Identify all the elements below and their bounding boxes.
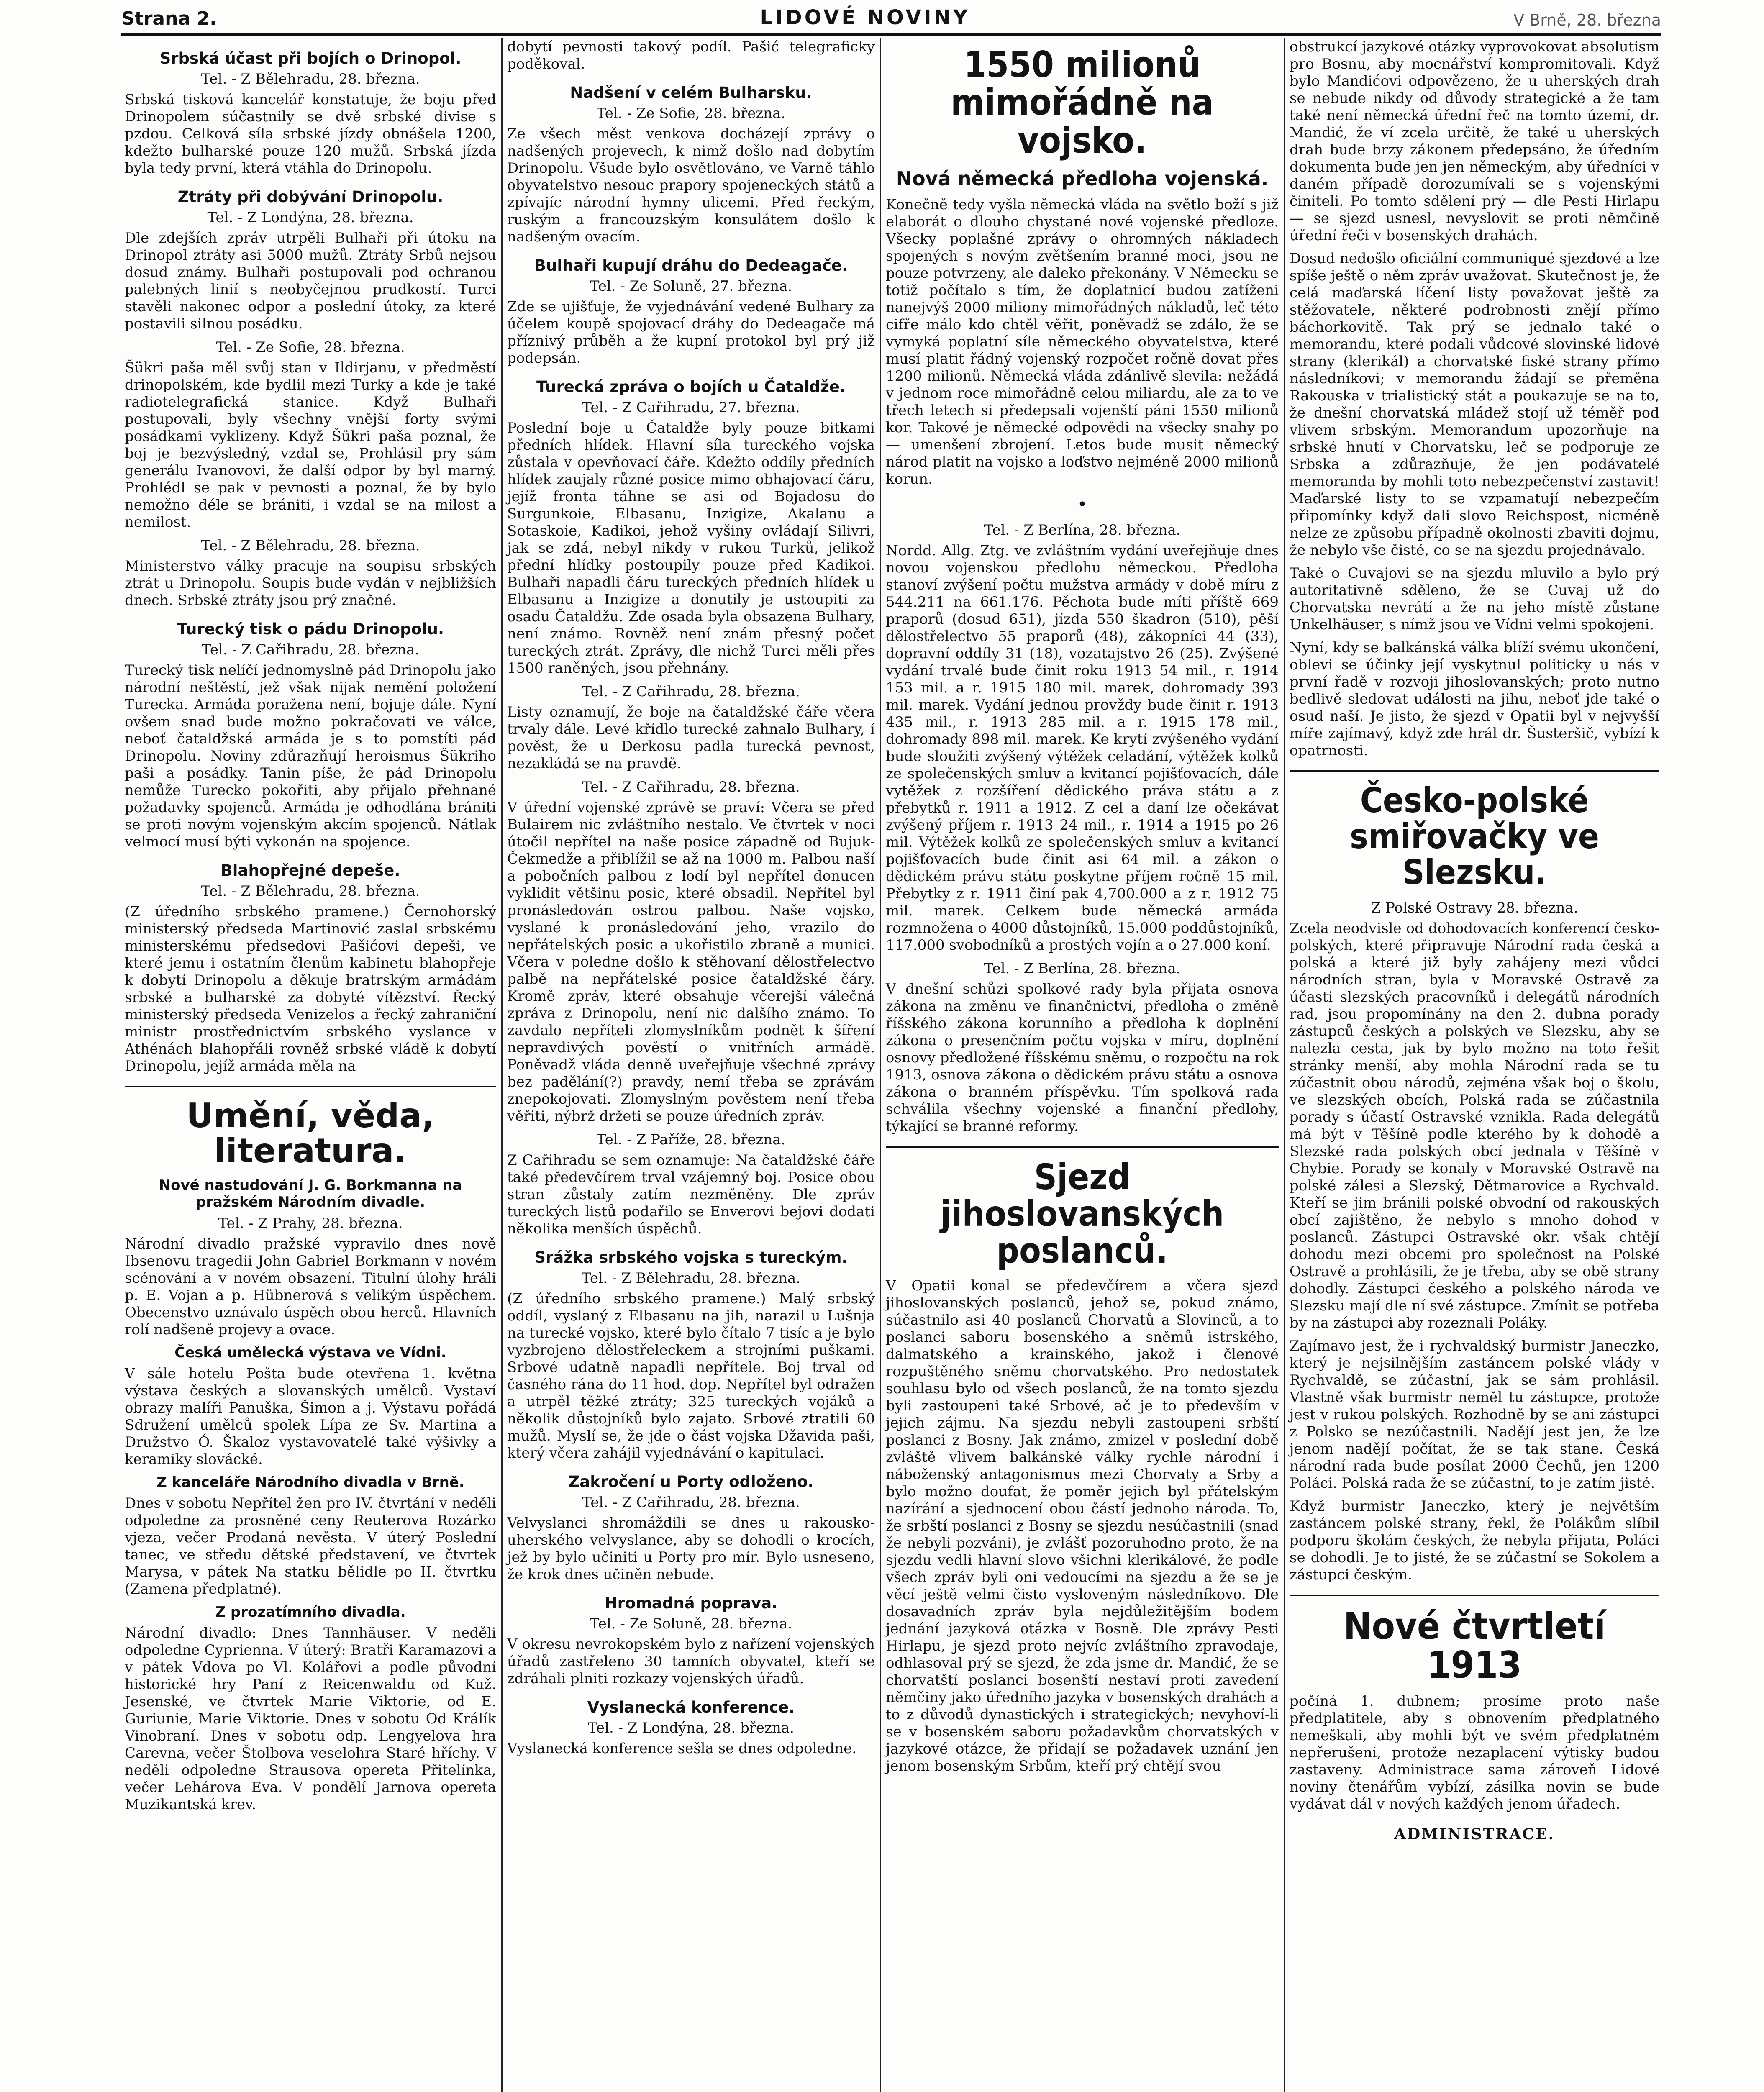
article-paragraph: Vyslanecká konference sešla se dnes odpoledne. — [507, 1740, 857, 1757]
header-rule — [121, 33, 1661, 36]
article-dateline: Z Polské Ostravy 28. března. — [1371, 900, 1578, 917]
article-paragraph: Zcela neodvisle od dohodovacích konferencí česko-polských, které připravuje Národní rada česká a polská a které již byly zahájeny mezi vůdci národních stran, byla v Moravské Ostravě za účasti slezských pracovníků i delegátů národních rad, jsou propomínány na den 2. dubna porady zástupců českých a polských ve Slezsku, aby se nalezla cesta, jak by bylo možno na toto řešit stránky menší, aby mohla Národní rada se tu zúčastnit obou národů, zejména však boj o školu, ve slezských obcích, Polská rada se zúčastnila porady s účastí Ostravské vznikla. Rada delegátů má být v Těšíně podle kterého by k dohodě a Slezské rada polských obcí jednala v Těšíně v Chybie. Porady se konaly v Moravské Ostravě na polské zálesi a Slezský, Dětmarovice a Rychvald. Kteří se jim bránili polské obvodní od rakouských obcí zajištěno, že nebylo s mnoho dohod v poslanců. Zástupci Ostravské okr. však chtějí dohodu mezi obcemi pro společnost na Polské Ostravě a prohlásili, že je třeba, aby se obě strany dohodly. Zástupci českého a polského národa ve Slezsku mají dle ní své zástupce. Zmínit se potřeba by na zástupci aby rozeznali Poláky. — [1290, 920, 1659, 1332]
article-paragraph: Srbská tisková kancelář konstatuje, že boju před Drinopolem súčastnily se dvě srbské divise s pzdou. Celková síla srbské jízdy obnášela 1200, kdežto bulharské pouze 120 mužů. Srbská jízda byla tedy první, která vtáhla do Drinopolu. — [125, 91, 496, 177]
column-divider — [501, 38, 503, 2092]
column-divider — [1284, 38, 1285, 2092]
article-paragraph: (Z úředního srbského pramene.) Černohorský ministerský předseda Martinović zaslal srbskému ministerskému předsedovi Pašićovi depeši, ve které jemu i ostatním členům kabinetu blahopřeje k dobytí Drinopolu a děkuje bratrským armádám srbské a bulharské za dobyté vítězství. Řecký ministerský předseda Venizelos a řecký zahraniční ministr prostřednictvím srbského vyslance v Athénách blahopřáli rovněž srbské vládě k dobytí Drinopolu, jejíž armáda měla na — [125, 903, 496, 1074]
article-dateline: Tel. - Z Berlína, 28. března. — [984, 960, 1181, 977]
article-paragraph: V okresu nevrokopském bylo z nařízení vojenských úřadů zastřeleno 30 tamních obyvatel, kteří se zdráhali plniti rozkazy vojenských úřadů. — [507, 1636, 875, 1687]
section-rule — [1290, 1595, 1659, 1596]
notice-paragraph: počíná 1. dubnem; prosíme proto naše předplatitele, aby s obnovením předplatného nemeškali, aby mohli být ve svém předplatném nepřerušeni, protože nezaplacení výtisky budou zastaveny. Administrace sama zároveň Lidové noviny čtenářům vybízí, zásilka novin se bude vydávat dál v nových každých jenom úřadech. — [1290, 1693, 1659, 1813]
article-paragraph: Národní divadlo: Dnes Tannhäuser. V neděli odpoledne Cyprienna. V úterý: Bratři Karamazovi a v pátek Vdova po Vl. Kolářovi a podle původní historické hry Paní z Reicenwaldu od Kuž. Jesenské, ve čtvrtek Marie Viktorie, od E. Guriunie, Marie Viktorie. Dnes v sobotu Od Králík Vinobraní. Dnes v sobotu odp. Lengyelova hra Carevna, večer Štolbova veselohra Staré hříchy. V neděli odpoledne Strausova opereta Přitelínka, večer Lehárova Eva. V pondělí Jarnova opereta Muzikantská krev. — [125, 1625, 496, 1813]
article-headline: Z kanceláře Národního divadla v Brně. — [156, 1474, 464, 1491]
article-headline: Vyslanecká konference. — [587, 1698, 795, 1716]
article-dateline: Tel. - Z Cařihradu, 28. března. — [582, 683, 800, 700]
article-headline: Srbská účast při bojích o Drinopol. — [159, 49, 462, 67]
notice-signature: ADMINISTRACE. — [1394, 1825, 1555, 1843]
section-rule — [1290, 770, 1659, 772]
article-dateline: Tel. - Z Londýna, 28. března. — [207, 209, 414, 226]
column-2 — [504, 38, 878, 2092]
article-paragraph: V dnešní schůzi spolkové rady byla přijata osnova zákona na změnu ve finančnictví, předloha o změně říšského zákona korunního a předloha k doplnění zákona o presenčním počtu vojska v míru, doplnění osnovy předložené říšskému sněmu, o rozpočtu na rok 1913, osnova zákona o dědickém právu státu a osnova zákona o branném příspěvku. Tím spolková rada schválila všechny vojenské a finanční předlohy, týkající se branné reformy. — [886, 980, 1279, 1135]
article-headline: Bulhaři kupují dráhu do Dedeagače. — [534, 256, 848, 274]
section-rule — [886, 1146, 1279, 1148]
article-dateline: Tel. - Z Paříže, 28. března. — [596, 1131, 786, 1148]
article-paragraph: Poslední boje u Čataldže byly pouze bitkami předních hlídek. Hlavní síla tureckého vojska zůstala v opevňovací čáře. Kdežto oddíly předních hlídek zaujaly různé posice mimo obhajovací čáru, jejíž fronta táhne se asi od Bojadosu do Surgunkoie, Elbasanu, Inzigize, Akalanu a Sotaskoie, Kadikoi, jehož vyšiny ovládají Silivri, jak se zdá, nebyl nikdy v rukou Turků, jelikož přední hlídky postoupily pouze před Kadikoi. Bulhaři napadli čáru tureckých předních hlídek u Elbasanu a Inzigize a donutily je ustoupiti za osadu Čataldžu. Zde osada byla obsazena Bulhary, není známo. Rovněž není znám přesný počet tureckých ztrát. Zprávy, dle nichž Turci měli přes 1500 raněných, jsou přehnány. — [507, 420, 875, 677]
article-headline: Ztráty při dobývání Drinopolu. — [177, 188, 444, 206]
article-dateline: Tel. - Z Bělehradu, 28. března. — [201, 71, 420, 87]
article-paragraph: Když burmistr Janeczko, který je největším zastáncem polské strany, řekl, že Polákům slíbil podporu školám českých, že nebyla přijata, Poláci se dohodli. Je to jisté, že se zúčastní se Sokolem a zástupci českým. — [1290, 1498, 1659, 1584]
feature-headline: Česko-polské smiřovačky ve Slezsku. — [1350, 781, 1599, 893]
article-dateline: Tel. - Ze Sofie, 28. března. — [216, 339, 405, 356]
feature-headline: Sjezd jihoslovanských poslanců. — [940, 1156, 1224, 1272]
article-paragraph: obstrukcí jazykové otázky vyprovokovat absolutism pro Bosnu, aby mocnářství kompromitovali. Když bylo Mandićovi odpovězeno, že u uherských drah se nebude nikdy od důvody strategické a že tam také není německá úřední řeč na tomto území, dr. Mandić, že ví zcela určitě, že také u uherských drah bude brzy zákonem předepsáno, že úředním dokumenta bude jen jen německým, aby úředníci v daném případě dorozumívali se s vojenskými činiteli. Po tomto sdělení prý — dle Pesti Hirlapu — se sjezd usnesl, nevyslovit se proti němčině úřední řeči v bosenských drahách. — [1290, 38, 1659, 244]
article-paragraph: Velvyslanci shromáždili se dnes u rakousko-uherského velvyslance, aby se dohodli o krocích, jež by bylo učiniti u Porty pro mír. Bylo usneseno, že krok dnes učiněn nebude. — [507, 1515, 875, 1583]
article-paragraph: (Z úředního srbského pramene.) Malý srbský oddíl, vyslaný z Elbasanu na jih, narazil u Lušnja na turecké vojsko, které bylo čítalo 7 tisíc a je bylo vyzbrojeno dělostřeleckem a strojními puškami. Srbové udatně napadli nepřítele. Boj trval od časného rána do 11 hod. dop. Nepřítel byl odražen a utrpěl těžké ztráty; 325 tureckých vojáků a několik důstojníků bylo zajato. Srbové ztratili 60 mužů. Myslí se, že jde o část vojska Džavida paši, který včera zahájil vyjednávání o kapitulaci. — [507, 1290, 875, 1461]
article-dateline: Tel. - Z Cařihradu, 28. března. — [201, 641, 420, 658]
feature-subheadline: Nová německá předloha vojenská. — [896, 167, 1269, 190]
article-paragraph: Ze všech měst venkova docházejí zprávy o nadšených projevech, k nimž došlo nad dobytím Drinopolu. Všude bylo osvětlováno, ve Varně táhlo obyvatelstvo nesouc prapory spojeneckých států a zpívajíc národní hymny ulicemi. Před řeckým, ruským a francouzským konsulátem došlo k nadšeným ovacím. — [507, 126, 875, 245]
article-paragraph: Konečně tedy vyšla německá vláda na světlo boží s již elaborát o dlouho chystané nové vojenské předloze. Všecky poplašné zprávy o ohromných nákladech spojených s novým zvětšením branné moci, jsou ne pouze potvrzeny, ale daleko překonány. V Německu se totiž počítalo s tím, že doplatnicí budou zatíženi nanejvýš 2000 miliony mimořádných nákladů, leč této cifře málo kdo chtěl věřit, poněvadž se zdálo, že se vymyká poplatní síle německého obyvatelstva, které musí platit řádný vojenský rozpočet ročně dovat přes 1200 milionů. Německá vláda zdánlivě slevila: nežádá v jednom roce mimořádně celou miliardu, ale za to ve třech letech si předepsali vojenští páni 1550 milionů kor. Takové je německé odpovědi na všecky snahy po — umenšení zbrojení. Letos bude musit německý národ platit na vojsko a loďstvo nejméně 2000 milionů korun. — [886, 196, 1279, 487]
column-3 — [882, 38, 1282, 2092]
article-dateline: Tel. - Z Cařihradu, 28. března. — [582, 1494, 800, 1511]
column-1 — [121, 38, 500, 2092]
article-dateline: Tel. - Z Bělehradu, 28. března. — [201, 537, 420, 554]
separator-dot: • — [1077, 495, 1087, 514]
article-paragraph: V úřední vojenské zprávě se praví: Včera se před Bulairem nic zvláštního nestalo. Ve čtvrtek v noci útočil nepřítel na naše posice západně od Bujuk-Čekmedže a přiblížil se až na 1000 m. Palbou naší a pobočních palbou z lodí byl nepřítel donucen vyklidit většinu posic, které obsadil. Nepřítel byl pronásledován ostrou palbou. Naše vojsko, vyslané k pronásledování jeho, vrazilo do nepřátelských posic a ukořistilo zbraně a munici. Včera v poledne došlo k stěhovaní dělostřelectvo palbě na nepřátelské posice čataldžské čáry. Kromě zpráv, které obsahuje včerejší válečná zpráva z Drinopolu, není nic dalšího známo. To zavdalo nepříteli zlomyslníkům podnět k šíření nepravdivých pověstí o vnitřních armádě. Poněvadž vláda denně uveřejňuje všechné zprávy bez padělání(?) pravdy, nemí třeba se zprávám znepokojovati. Zlomyslným pověstem není třeba věřiti, nýbrž držeti se pouze úředních zpráv. — [507, 799, 875, 1125]
issue-dateline: V Brně, 28. března — [1513, 11, 1661, 29]
article-headline: Hromadná poprava. — [604, 1594, 778, 1612]
article-paragraph: Také o Cuvajovi se na sjezdu mluvilo a bylo prý autoritativně sděleno, že se Cuvaj už do Chorvatska nevrátí a že na jeho místě zůstane Unkelhäuser, s nímž jsou ve Vídni velmi spokojeni. — [1290, 565, 1659, 633]
section-title: Umění, věda, literatura. — [186, 1096, 435, 1170]
article-paragraph: Národní divadlo pražské vypravilo dnes nově Ibsenovu tragedii John Gabriel Borkmann v novém scénování a v novém obsazení. Titulní úlohy hráli p. E. Vojan a p. Hübnerová s velikým úspěchem. Obecenstvo uznávalo úspěch obou herců. Hlavních rolí nadšeně projevy a ovace. — [125, 1236, 496, 1338]
article-dateline: Tel. - Z Cařihradu, 27. března. — [582, 399, 800, 416]
section-rule — [125, 1086, 496, 1087]
article-dateline: Tel. - Z Prahy, 28. března. — [218, 1215, 403, 1232]
article-paragraph: Nordd. Allg. Ztg. ve zvláštním vydání uveřejňuje dnes novou vojenskou předlohu německou. Předloha stanoví zvýšení počtu mužstva armády v době míru z 544.211 na 661.176. Pěchota bude míti příště 669 praporů (dosud 651), jízda 550 škadron (510), pěší dělostřelectvo 55 praporů (48), zákopníci 44 (33), dopravní oddíly 31 (18), vozatajstvo 26 (25). Zvýšené vydání trvalé bude činit roku 1913 54 mil., r. 1914 153 mil. a r. 1915 180 mil. marek, dohromady 393 mil. marek. Vydání jednou provždy bude činit r. 1913 435 mil., r. 1913 285 mil. a r. 1915 178 mil., dohromady 898 mil. marek. Ke krytí zvýšeného vydání bude sloužiti zvýšený výtěžek celadání, výtěžek kolků ze společenských smluv a kvitancí pojišťovacích, dále vytěžek z rozšíření dědického práva státu a z přebytků r. 1911 a 1912. Z cel a daní lze očekávat zvýšený příjem r. 1913 24 mil., r. 1914 a 1915 po 26 mil. Výtěžek kolků ze společenských smluv a kvitancí pojišťovacích bude činit asi 64 mil. a zákon o dědickém právu státu poskytne příjem ročně 15 mil. Přebytky z r. 1911 činí pak 4,700.000 a z r. 1912 75 mil. marek. Celkem bude německá armáda rozmnožena o 4000 důstojníků, 15.000 poddůstojníků, 117.000 svobodníků a prostých vojín a o 27.000 koní. — [886, 542, 1279, 954]
column-divider — [880, 38, 881, 2092]
article-headline: Turecký tisk o pádu Drinopolu. — [177, 620, 444, 638]
article-dateline: Tel. - Z Londýna, 28. března. — [588, 1720, 794, 1736]
article-dateline: Tel. - Ze Soluně, 27. března. — [590, 278, 792, 295]
article-dateline: Tel. - Z Bělehradu, 28. března. — [201, 883, 420, 900]
article-paragraph: Listy oznamují, že boje na čataldžské čáře včera trvaly dále. Levé křídlo turecké zahnalo Bulhary, í pověst, že u Derkosu padla turecká pevnost, nezakládá se na pravdě. — [507, 704, 875, 772]
article-paragraph: Šükri paša měl svůj stan v Ildirjanu, v předměstí drinopolském, kde bydlil mezi Turky a kde je také radiotelegrafická stanice. Když Bulhaři postupovali, byly všechny vnější forty svými posádkami vyklizeny. Když Šükri paša poznal, že boj je bezvýsledný, vzdal se, Prohlásil pry sám generálu Ivanovovi, že další odpor by byl marný. Prohlédl se pak v pevnosti a poznal, že by bylo nemožno déle se brániti, i vzdal se na milost a nemilost. — [125, 359, 496, 531]
article-paragraph: V sále hotelu Pošta bude otevřena 1. května výstava českých a slovanských umělců. Vystaví obrazy malíři Panuška, Šimon a j. Výstavu pořádá Sdružení umělců spolek Lípa ze Sv. Martina a Družstvo Ó. Škaloz vystavovatelé také výšivky a keramiky slovácké. — [125, 1365, 496, 1468]
article-paragraph: Ministerstvo války pracuje na soupisu srbských ztrát u Drinopolu. Soupis bude vydán v nejbližších dnech. Srbské ztráty jsou prý značné. — [125, 558, 496, 609]
article-headline: Česká umělecká výstava ve Vídni. — [174, 1344, 446, 1361]
article-dateline: Tel. - Ze Sofie, 28. března. — [596, 105, 786, 122]
article-paragraph: Z Cařihradu se sem oznamuje: Na čataldžské čáře také předevčírem trval vzájemný boj. Posice obou stran zůstaly zatím nezměněny. Dle zpráv tureckých listů podařilo se Enverovi bejovi dodati několika menších úspěchů. — [507, 1152, 875, 1237]
article-paragraph: Nyní, kdy se balkánská válka blíží svému ukončení, oblevi se účinky její vyskytnul politicky u nás v první řadě v rozvoji jihoslovanských; proto nutno bedlivě sledovat události na jihu, neboť jde také o osud naší. Je jisto, že sjezd v Opatii byl v nejvyšší míře zajímavý, když zde hrál dr. Šusteršič, vybízí k opatrnosti. — [1290, 639, 1659, 759]
article-paragraph: V Opatii konal se předevčírem a včera sjezd jihoslovanských poslanců, jehož se, pokud známo, súčastnilo asi 40 poslanců Chorvatů a Slovinců, a to poslanci saboru bosenského a sněmů istrského, dalmatského a krainského, jakož i členové rozpuštěného sněmu chorvatského. Pro nedostatek souhlasu bylo od všech poslanců, že na tomto sjezdu byli zastoupeni také Srbové, ač je to především v jejich zájmu. Na sjezdu nebyli zastoupeni srbští poslanci z Bosny. Jak známo, zmizel v poslední době zvláště vlivem balkánské války rychle národní i náboženský antagonismus mezi Chorvaty a Srby a bylo možno doufat, že poměr jejich byl přátelským nazírání a sjednocení obou částí jednoho národa. To, že srbští poslanci z Bosny se sjezdu nesúčastnili (snad že nebyli pozváni), je zvlášť pozoruhodno proto, že na sjezdu vedli hlavní slovo všichni klerikálové, že podle všech zpráv byli oni vedoucími na sjezdu a že se je věcí ještě velmi čisto vysloveným následníkovo. Dle dosavadních zpráv byla nejdůležitějším bodem jednání jazyková otázka v Bosně. Dle zprávy Pesti Hirlapu, je sjezd proto nejvíc zvláštního zpravodaje, odhlasoval prý se sjezd, že zda jsme dr. Mandić, že se chorvatští poslanci bosenští nestaví proti zavedení němčiny jako úředního jazyka v bosenských drahách a to z důvodů dynastických i strategických; nevyhoví-li se v bosenském saboru požadavkům chorvatských v jazykové otázce, že přidají se požadavek uznání jen jenom bosenským Srbům, kteří prý chtějí svou — [886, 1277, 1279, 1775]
article-headline: Blahopřejné depeše. — [220, 861, 400, 879]
article-headline: Zakročení u Porty odloženo. — [568, 1473, 814, 1491]
article-paragraph: dobytí pevnosti takový podíl. Pašić telegraficky poděkoval. — [507, 38, 875, 72]
page-number: Strana 2. — [121, 8, 217, 29]
article-headline: Nové nastudování J. G. Borkmanna na pražském Národním divadle. — [159, 1177, 462, 1210]
article-paragraph: Dle zdejších zpráv utrpěli Bulhaři při útoku na Drinopol ztráty asi 5000 mužů. Ztráty Srbů nejsou dosud známy. Bulhaři postupovali pod ochranou palebných linií s neobyčejnou prudkostí. Turci stavěli nakonec odpor a poslední útoky, za které postavili silnou posádku. — [125, 230, 496, 332]
article-dateline: Tel. - Ze Soluně, 28. března. — [590, 1615, 792, 1632]
newspaper-title: LIDOVÉ NOVINY — [760, 6, 970, 29]
article-dateline: Tel. - Z Cařihradu, 28. března. — [582, 779, 800, 795]
feature-headline: 1550 milionů mimořádně na vojsko. — [951, 44, 1214, 162]
article-dateline: Tel. - Z Berlína, 28. března. — [984, 521, 1181, 538]
article-headline: Nadšení v celém Bulharsku. — [570, 84, 812, 102]
article-headline: Z prozatímního divadla. — [215, 1604, 406, 1620]
column-4 — [1286, 38, 1663, 2092]
article-paragraph: Dosud nedošlo oficiální communiqué sjezdové a lze spíše ještě o něm zpráv uvažovat. Skutečnost je, že celá maďarská líčení listy považovat ještě za stěžovatele, některé podrobnosti znějí přímo báchorkovitě. Tak prý se jednalo také o memorandu, které podali vůdcové slovinské lidové strany (klerikál) a chorvatské fiské strany přímo následníkovi; v memorandu žádají se přeměna Rakouska v trialistický stát a poukazuje se na to, že dnešní chorvatská mládež stojí už téměř pod vlivem srbským. Memorandum upozorňuje na srbské hnutí v Chorvatsku, leč se podporuje ze Srbska a zdůrazňuje, že jen podávatelé memoranda by mohli toto nebezpečenství zastavit! Maďarské listy to se vzpamatují nebezpečím připomínky když dali slovo Reichspost, nicméně nelze ze způsobu případně okolnosti zbaviti dojmu, že nebylo vše čisté, co se na sjezdu projednávalo. — [1290, 250, 1659, 559]
article-dateline: Tel. - Z Bělehradu, 28. března. — [581, 1270, 801, 1287]
masthead — [121, 0, 1661, 29]
article-headline: Turecká zpráva o bojích u Čataldže. — [536, 378, 846, 396]
article-paragraph: Zde se ujišťuje, že vyjednávání vedené Bulhary za účelem koupě spojovací dráhy do Dedeagače má příznivý průběh a že kupní protokol byl prý již podepsán. — [507, 298, 875, 367]
notice-headline: Nové čtvrtletí 1913 — [1343, 1605, 1606, 1687]
article-paragraph: Dnes v sobotu Nepřítel žen pro IV. čtvrtání v neděli odpoledne za prosněné ceny Reuterova Rozárko vjeza, večer Prodaná nevěsta. V úterý Poslední tanec, ve středu dětské představení, ve čtvrtek Marysa, v pátek Na statku bělidle po II. čtvrtku (Zamena předplatné). — [125, 1495, 496, 1597]
article-headline: Srážka srbského vojska s tureckým. — [534, 1249, 848, 1266]
article-paragraph: Turecký tisk nelíčí jednomyslně pád Drinopolu jako národní neštěstí, jež však nijak nemění položení Turecka. Armáda poražena není, bojuje dále. Nyní ovšem snad bude možno pokračovati ve válce, neboť čataldžská armáda je s to pomstíti pád Drinopolu. Noviny zdůrazňují heroismus Šükriho paši a posádky. Tanin píše, že pád Drinopolu nemůže Turecko pokořiti, aby přijalo přehnané požadavky spojenců. Armáda je odhodlána brániti se proti novým vojenským akcím spojenců. Nátlak velmocí musí býti vykonán na spojence. — [125, 662, 496, 850]
article-paragraph: Zajímavo jest, že i rychvaldský burmistr Janeczko, který je nejsilnějším zastáncem polské vlády v Rychvaldě, se zúčastní, jak se sám prohlásil. Vlastně však burmistr neměl tu zástupce, protože jest v rukou polských. Rozhodně by se ani zástupci z Polsko se nezúčastnili. Nadějí jest jen, že lze jenom nadějí počítat, že se tak stane. Česká národní rada bude posílat 2000 Čechů, jen 1200 Poláci. Polská rada že se zúčastní, to je zatím jisté. — [1290, 1338, 1659, 1492]
